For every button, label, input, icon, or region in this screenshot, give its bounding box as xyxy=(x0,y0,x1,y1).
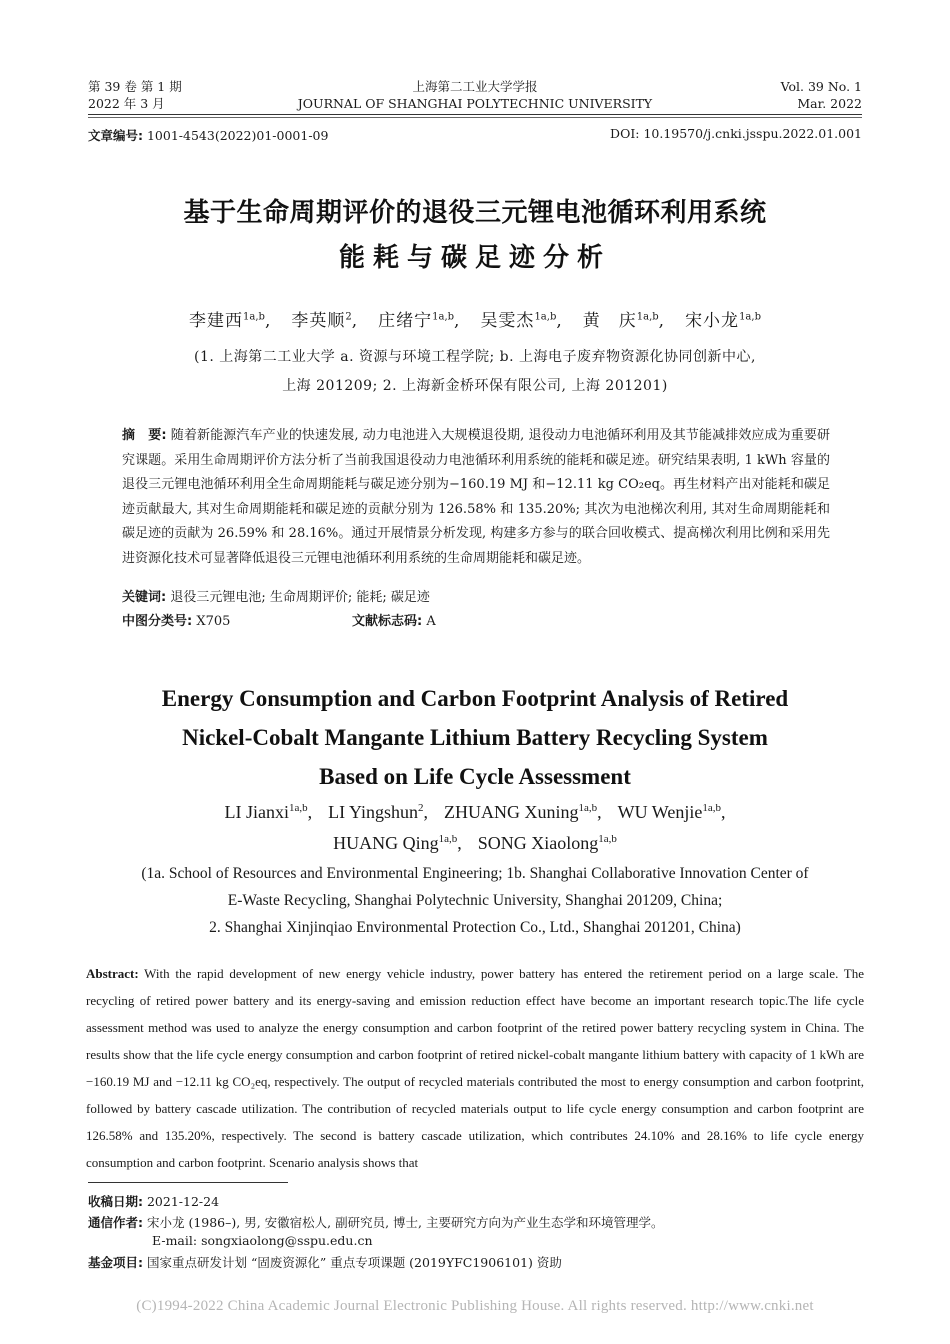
en-title-line3: Based on Life Cycle Assessment xyxy=(319,764,631,789)
cn-author-list xyxy=(0,306,950,331)
copyright-watermark: (C)1994-2022 China Academic Journal Electronic Publishing House. All rights reserved. http://www.cnki.net xyxy=(136,1298,814,1314)
cn-author: 吴雯杰$^{1a,b}$, xyxy=(480,311,563,331)
doc-code-value: A xyxy=(422,614,436,629)
journal-name xyxy=(88,78,862,112)
header-rule-thin xyxy=(88,117,862,118)
cn-title-line2: 能耗与碳足迹分析 xyxy=(338,243,611,273)
cn-author: 黄 庆$^{1a,b}$, xyxy=(582,311,666,331)
cn-title-line1: 基于生命周期评价的退役三元锂电池循环利用系统 xyxy=(183,198,767,228)
en-title-line1: Energy Consumption and Carbon Footprint Analysis of Retired xyxy=(161,686,789,711)
cn-affiliation-line2: 上海 201209; 2. 上海新金桥环保有限公司, 上海 201201) xyxy=(282,378,668,394)
corresponding-value: 宋小龙 (1986–), 男, 安徽宿松人, 副研究员, 博士, 主要研究方向为产业生态学和环境管理学。 xyxy=(143,1215,664,1230)
en-author: ZHUANG Xuning$^{1a,b}$, xyxy=(444,802,602,822)
doc-code-label: 文献标志码: xyxy=(352,614,423,629)
corresponding-label: 通信作者: xyxy=(88,1215,143,1230)
fund-value: 国家重点研发计划 “固废资源化” 重点专项课题 (2019YFC1906101) 资助 xyxy=(143,1255,562,1270)
en-abstract xyxy=(86,960,864,1176)
email-line xyxy=(88,1233,373,1248)
en-author: LI Yingshun$^2$, xyxy=(328,802,428,822)
article-number-label: 文章编号: xyxy=(88,128,143,143)
en-author: HUANG Qing$^{1a,b}$, xyxy=(333,833,462,853)
received-label: 收稿日期: xyxy=(88,1194,143,1209)
fund xyxy=(88,1253,562,1271)
header-rule xyxy=(88,114,862,115)
en-author-row1 xyxy=(0,802,950,823)
received-value: 2021-12-24 xyxy=(143,1194,220,1209)
en-affiliation-line1: (1a. School of Resources and Environmental Engineering; 1b. Shanghai Collaborative Innovation Center of xyxy=(141,865,809,882)
cn-author: 李建西$^{1a,b}$, xyxy=(189,311,272,331)
keywords-value: 退役三元锂电池; 生命周期评价; 能耗; 碳足迹 xyxy=(166,590,430,605)
email[interactable]: E-mail: songxiaolong@sspu.edu.cn xyxy=(152,1233,373,1248)
volume-issue-en: Vol. 39 No. 1 xyxy=(780,79,862,94)
volume-issue: 第 39 卷 第 1 期 xyxy=(88,79,182,94)
issue-info-en xyxy=(781,78,862,112)
cn-author: 李英顺$^2$, xyxy=(291,311,359,331)
fund-label: 基金项目: xyxy=(88,1255,143,1270)
en-title-line2: Nickel-Cobalt Mangante Lithium Battery Recycling System xyxy=(182,725,768,750)
cn-author: 宋小龙$^{1a,b}$ xyxy=(685,311,761,331)
article-number xyxy=(88,126,328,144)
en-affiliation-line3: 2. Shanghai Xinjinqiao Environmental Protection Co., Ltd., Shanghai 201201, China) xyxy=(209,919,741,936)
journal-name-cn: 上海第二工业大学学报 xyxy=(412,79,538,94)
cn-abstract-label: 摘 要: xyxy=(122,428,167,443)
footnote-rule xyxy=(88,1182,288,1183)
keywords xyxy=(122,586,430,605)
en-author: SONG Xiaolong$^{1a,b}$ xyxy=(477,833,617,853)
cn-affiliation-line1: (1. 上海第二工业大学 a. 资源与环境工程学院; b. 上海电子废弃物资源化协同创新中心, xyxy=(194,349,756,365)
clc-label: 中图分类号: xyxy=(122,614,193,629)
en-abstract-text: With the rapid development of new energy vehicle industry, power battery has entered the retirement period on a large scale. The recycling of retired power battery and its energy-saving and emission reduction effect have become an important research topic.The life cycle assessment method was used to analyze the energy consumption and carbon footprint of the retired power battery recycling system in China. The results show that the life cycle energy consumption and carbon footprint of retired nickel-cobalt mangante lithium battery with capacity of 1 kWh are −160.19 MJ and −12.11 kg CO₂eq, respectively. The output of recycled materials contributed the most to energy consumption and carbon footprint, followed by battery cascade utilization. The contribution of recycled materials output to life cycle energy consumption and carbon footprint are 126.58% and 135.20%, respectively. The second is battery cascade utilization, which contributes 24.10% and 28.16% to life cycle energy consumption and carbon footprint. Scenario analysis shows that xyxy=(86,966,864,1170)
clc-number xyxy=(122,610,230,629)
corresponding-author xyxy=(88,1213,664,1231)
issue-date: 2022 年 3 月 xyxy=(88,96,165,111)
clc-value: X705 xyxy=(192,614,231,629)
en-author-row2 xyxy=(0,833,950,854)
en-affiliation-line2: E-Waste Recycling, Shanghai Polytechnic University, Shanghai 201209, China; xyxy=(227,892,723,909)
cn-abstract xyxy=(122,424,830,571)
journal-header xyxy=(88,78,862,114)
en-author: LI Jianxi$^{1a,b}$, xyxy=(224,802,313,822)
article-number-value: 1001-4543(2022)01-0001-09 xyxy=(143,128,329,143)
en-author: WU Wenjie$^{1a,b}$, xyxy=(617,802,726,822)
issue-date-en: Mar. 2022 xyxy=(797,96,862,111)
doi[interactable]: DOI: 10.19570/j.cnki.jsspu.2022.01.001 xyxy=(610,126,862,141)
cn-author: 庄绪宁$^{1a,b}$, xyxy=(378,311,461,331)
doc-code xyxy=(352,610,436,629)
received-date xyxy=(88,1192,219,1210)
journal-name-en: JOURNAL OF SHANGHAI POLYTECHNIC UNIVERSITY xyxy=(297,96,653,111)
keywords-label: 关键词: xyxy=(122,590,167,605)
cn-abstract-text: 随着新能源汽车产业的快速发展, 动力电池进入大规模退役期, 退役动力电池循环利用及其节能减排效应成为重要研究课题。采用生命周期评价方法分析了当前我国退役动力电池循环利用系统的能耗和碳足迹。研究结果表明, 1 kWh 容量的退役三元锂电池循环利用全生命周期能耗与碳足迹分别为−160.19 MJ 和−12.11 kg CO₂eq。再生材料产出对能耗和碳足迹贡献最大, 其对生命周期能耗和碳足迹的贡献分别为 126.58% 和 135.20%; 其次为电池梯次利用, 其对生命周期能耗和碳足迹的贡献为 26.59% 和 28.16%。通过开展情景分析发现, 构建多方参与的联合回收模式、提高梯次利用比例和采用先进资源化技术可显著降低退役三元锂电池循环利用系统的生命周期能耗和碳足迹。 xyxy=(122,428,830,566)
en-abstract-label: Abstract: xyxy=(86,966,139,981)
